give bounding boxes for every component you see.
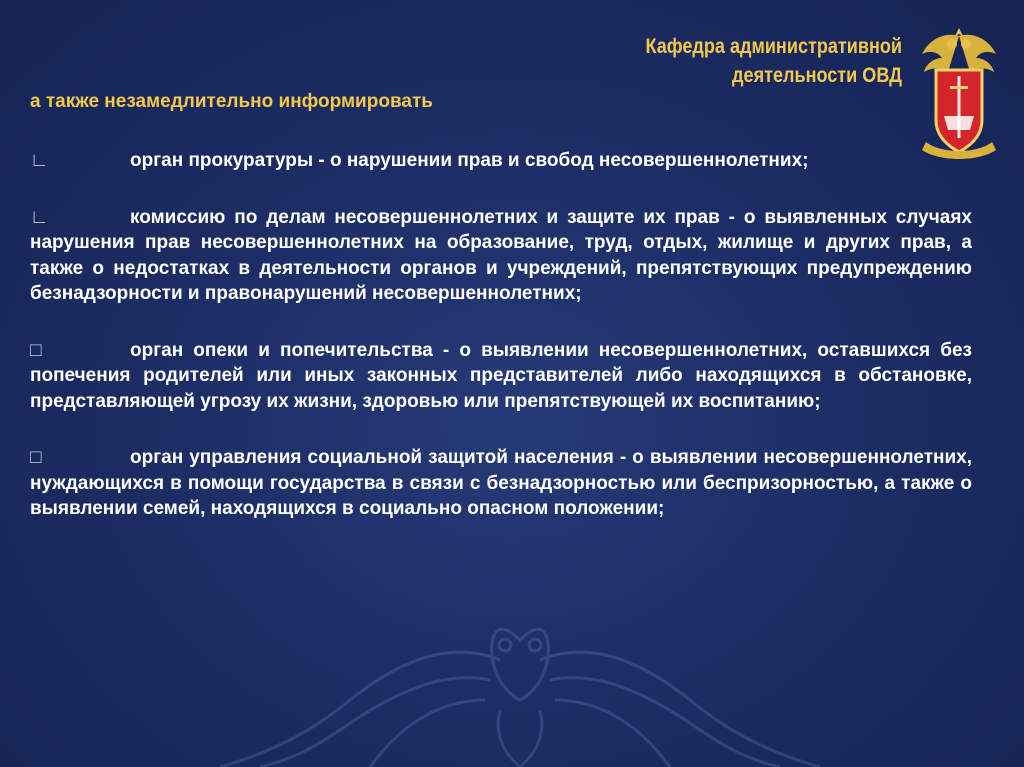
list-item-text: орган прокуратуры - о нарушении прав и свобод несовершеннолетних; xyxy=(130,150,809,171)
list-item-text: орган управления социальной защитой населения - о выявлении несовершеннолетних, нуждающихся в помощи государства в связи с безнадзорностью или беспризорностью, а также о выявлении семей, находящихся в социально опасном положении; xyxy=(30,447,972,519)
bullet-icon: □ xyxy=(30,447,42,468)
list-item-text: комиссию по делам несовершеннолетних и защите их прав - о выявленных случаях нарушения прав несовершеннолетних на образование, труд, отдых, жилище и других прав, а также о недостатках в деятельности органов и учреждений, препятствующих предупреждению безнадзорности и правонарушений несовершеннолетних; xyxy=(30,206,972,304)
bullet-icon: □ xyxy=(30,339,42,361)
list-item xyxy=(30,338,972,415)
list-item xyxy=(30,205,972,307)
department-header xyxy=(610,32,902,90)
eagle-watermark-icon xyxy=(200,600,840,767)
list-item xyxy=(30,148,972,174)
department-name-line1: Кафедра административной xyxy=(645,35,902,58)
bullet-icon: ∟ xyxy=(30,206,49,228)
department-name-line2: деятельности ОВД xyxy=(732,64,902,87)
list-item xyxy=(30,445,972,522)
bullet-icon: ∟ xyxy=(30,150,49,171)
content-list xyxy=(30,148,972,553)
police-emblem-icon xyxy=(916,24,1002,164)
list-item-text: орган опеки и попечительства - о выявлении несовершеннолетних, оставшихся без попечения родителей или иных законных представителей либо находящихся в обстановке, представляющей угрозу их жизни, здоровью или препятствующей их воспитанию; xyxy=(30,339,972,412)
intro-text: а также незамедлительно информировать xyxy=(30,91,433,112)
